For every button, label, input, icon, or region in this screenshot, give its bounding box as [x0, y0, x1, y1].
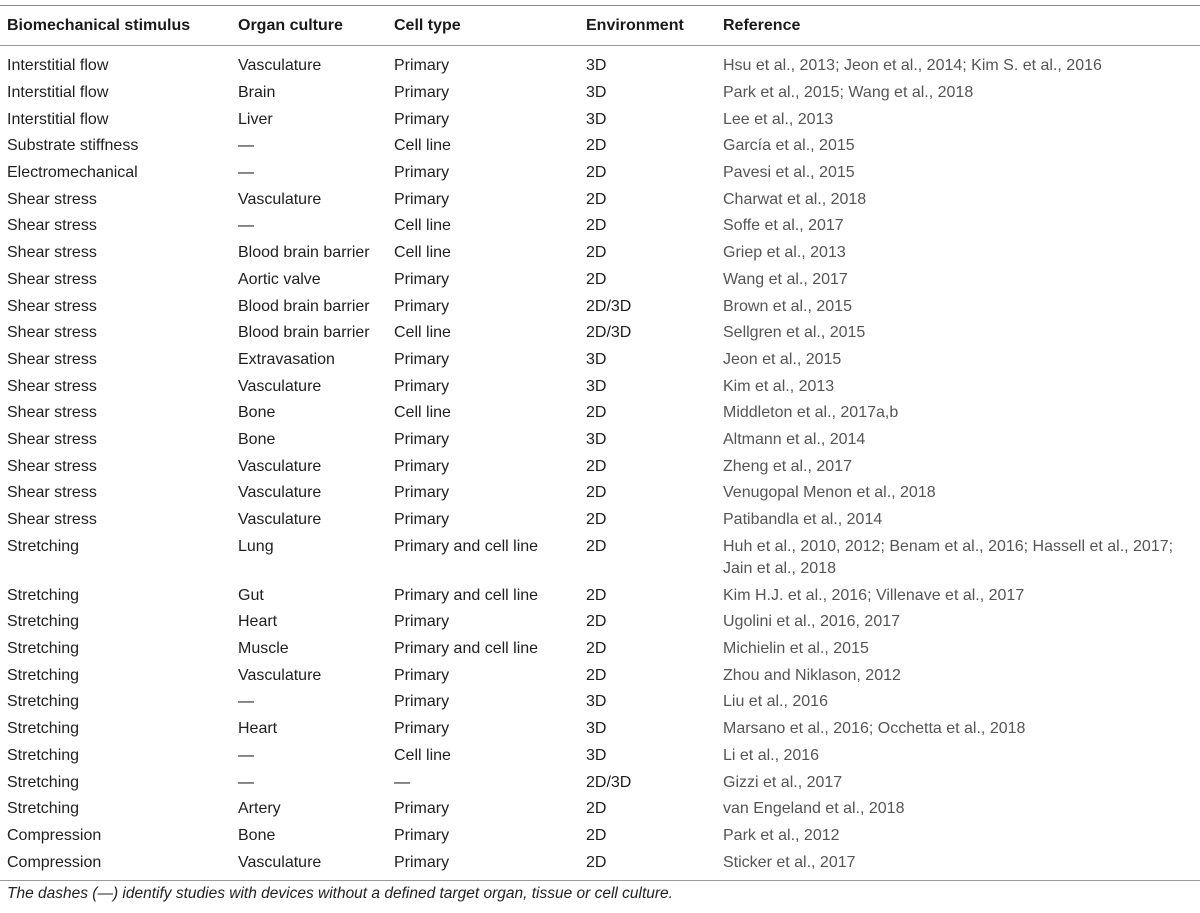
cell-environment: 3D	[586, 377, 607, 395]
cell-reference: Marsano et al., 2016; Occhetta et al., 2018	[723, 720, 1026, 738]
cell-reference: Huh et al., 2010, 2012; Benam et al., 2016; Hassell et al., 2017; Jain et al., 2018	[723, 537, 1174, 577]
table-row	[0, 398, 1200, 425]
table-row	[0, 794, 1200, 821]
cell-organ-culture: Liver	[238, 110, 273, 128]
cell-environment: 2D	[586, 270, 607, 288]
cell-cell-type: Primary	[394, 613, 450, 631]
cell-cell-type: Cell line	[394, 324, 451, 342]
cell-cell-type: Primary	[394, 430, 450, 448]
cell-reference: Charwat et al., 2018	[723, 190, 867, 208]
cell-stimulus: Stretching	[7, 720, 80, 738]
cell-reference: Sticker et al., 2017	[723, 853, 856, 871]
cell-organ-culture: Bone	[238, 404, 276, 422]
cell-stimulus: Stretching	[7, 537, 80, 555]
cell-reference: Venugopal Menon et al., 2018	[723, 484, 936, 502]
cell-cell-type: Primary	[394, 164, 450, 182]
cell-organ-culture: Blood brain barrier	[238, 324, 370, 342]
cell-stimulus: Shear stress	[7, 190, 97, 208]
cell-cell-type: Primary and cell line	[394, 586, 539, 604]
table-row	[0, 848, 1200, 875]
cell-organ-culture: Gut	[238, 586, 264, 604]
cell-reference: Soffe et al., 2017	[723, 217, 844, 235]
table-row	[0, 741, 1200, 768]
cell-reference: Li et al., 2016	[723, 746, 820, 764]
cell-environment: 3D	[586, 57, 607, 74]
cell-environment: 2D	[586, 404, 607, 422]
cell-environment: 2D	[586, 826, 607, 844]
cell-environment: 2D	[586, 800, 607, 818]
cell-stimulus: Stretching	[7, 693, 80, 711]
cell-reference: García et al., 2015	[723, 137, 855, 155]
cell-environment: 2D	[586, 613, 607, 631]
cell-reference: Zheng et al., 2017	[723, 457, 852, 475]
cell-reference: Michielin et al., 2015	[723, 640, 869, 658]
cell-environment: 2D	[586, 853, 607, 871]
cell-environment: 3D	[586, 693, 607, 711]
cell-cell-type: Cell line	[394, 244, 451, 262]
cell-cell-type: Cell line	[394, 217, 451, 235]
cell-reference: Sellgren et al., 2015	[723, 324, 866, 342]
cell-organ-culture: Heart	[238, 613, 278, 631]
cell-cell-type: Primary	[394, 110, 450, 128]
cell-organ-culture: Bone	[238, 826, 276, 844]
cell-stimulus: Electromechanical	[7, 164, 138, 182]
cell-organ-culture: Artery	[238, 800, 281, 818]
cell-organ-culture: Vasculature	[238, 666, 322, 684]
table-row	[0, 661, 1200, 688]
cell-cell-type: Primary	[394, 457, 450, 475]
cell-organ-culture: Muscle	[238, 640, 289, 658]
table-row	[0, 45, 1200, 78]
cell-reference: Hsu et al., 2013; Jeon et al., 2014; Kim S. et al., 2016	[723, 57, 1102, 74]
cell-stimulus: Interstitial flow	[7, 84, 109, 101]
table-row	[0, 345, 1200, 372]
cell-stimulus: Stretching	[7, 773, 80, 791]
cell-cell-type: Primary	[394, 853, 450, 871]
cell-organ-culture: Vasculature	[238, 853, 322, 871]
cell-stimulus: Shear stress	[7, 484, 97, 502]
cell-stimulus: Stretching	[7, 666, 80, 684]
cell-organ-culture: —	[238, 137, 254, 155]
cell-cell-type: Primary and cell line	[394, 537, 539, 555]
cell-stimulus: Compression	[7, 853, 102, 871]
cell-stimulus: Shear stress	[7, 430, 97, 448]
cell-organ-culture: Extravasation	[238, 350, 335, 368]
cell-environment: 2D	[586, 537, 607, 555]
cell-environment: 2D	[586, 484, 607, 502]
cell-environment: 2D	[586, 640, 607, 658]
cell-reference: Kim et al., 2013	[723, 377, 835, 395]
cell-cell-type: Primary	[394, 720, 450, 738]
data-table	[0, 6, 1200, 874]
table-row	[0, 607, 1200, 634]
table-row	[0, 768, 1200, 795]
cell-stimulus: Shear stress	[7, 350, 97, 368]
cell-stimulus: Stretching	[7, 613, 80, 631]
cell-stimulus: Stretching	[7, 586, 80, 604]
cell-organ-culture: Bone	[238, 430, 276, 448]
cell-stimulus: Shear stress	[7, 244, 97, 262]
cell-cell-type: Primary	[394, 693, 450, 711]
cell-environment: 2D	[586, 217, 607, 235]
table-row	[0, 372, 1200, 399]
table-body	[0, 45, 1200, 874]
cell-environment: 2D/3D	[586, 297, 632, 315]
cell-environment: 2D	[586, 457, 607, 475]
header-reference: Reference	[723, 16, 801, 34]
table-row	[0, 265, 1200, 292]
cell-environment: 2D	[586, 244, 607, 262]
cell-reference: Altmann et al., 2014	[723, 430, 866, 448]
cell-environment: 2D	[586, 164, 607, 182]
cell-reference: Patibandla et al., 2014	[723, 511, 883, 528]
cell-organ-culture: Blood brain barrier	[238, 244, 370, 262]
table-row	[0, 105, 1200, 132]
header-row	[0, 6, 1200, 45]
cell-environment: 2D/3D	[586, 773, 632, 791]
cell-stimulus: Substrate stiffness	[7, 137, 139, 155]
table-row	[0, 158, 1200, 185]
table-row	[0, 687, 1200, 714]
cell-cell-type: Primary	[394, 511, 450, 528]
cell-organ-culture: Vasculature	[238, 484, 322, 502]
cell-stimulus: Shear stress	[7, 217, 97, 235]
cell-stimulus: Shear stress	[7, 270, 97, 288]
cell-reference: Lee et al., 2013	[723, 110, 834, 128]
table-header	[0, 6, 1200, 45]
table-row	[0, 318, 1200, 345]
cell-reference: Middleton et al., 2017a,b	[723, 404, 899, 422]
table-row	[0, 478, 1200, 505]
cell-stimulus: Shear stress	[7, 377, 97, 395]
cell-environment: 3D	[586, 720, 607, 738]
cell-cell-type: Primary	[394, 190, 450, 208]
cell-reference: Wang et al., 2017	[723, 270, 848, 288]
table-row	[0, 425, 1200, 452]
table-row	[0, 238, 1200, 265]
cell-reference: Gizzi et al., 2017	[723, 773, 843, 791]
cell-reference: Liu et al., 2016	[723, 693, 828, 711]
cell-environment: 2D/3D	[586, 324, 632, 342]
cell-stimulus: Interstitial flow	[7, 110, 109, 128]
cell-cell-type: Cell line	[394, 746, 451, 764]
cell-environment: 3D	[586, 350, 607, 368]
cell-cell-type: Primary	[394, 350, 450, 368]
table-row	[0, 185, 1200, 212]
cell-cell-type: Primary	[394, 270, 450, 288]
cell-organ-culture: —	[238, 164, 254, 182]
table-row	[0, 211, 1200, 238]
table-row	[0, 821, 1200, 848]
cell-cell-type: Primary	[394, 57, 450, 74]
table-row	[0, 532, 1200, 581]
cell-reference: Park et al., 2015; Wang et al., 2018	[723, 84, 974, 101]
cell-organ-culture: Brain	[238, 84, 276, 101]
cell-organ-culture: Vasculature	[238, 457, 322, 475]
cell-environment: 3D	[586, 746, 607, 764]
cell-cell-type: Primary	[394, 377, 450, 395]
cell-reference: van Engeland et al., 2018	[723, 800, 905, 818]
cell-environment: 2D	[586, 190, 607, 208]
cell-organ-culture: Heart	[238, 720, 278, 738]
cell-cell-type: Primary	[394, 297, 450, 315]
cell-reference: Pavesi et al., 2015	[723, 164, 855, 182]
cell-stimulus: Compression	[7, 826, 102, 844]
cell-organ-culture: Aortic valve	[238, 270, 321, 288]
cell-cell-type: Primary	[394, 84, 450, 101]
cell-organ-culture: —	[238, 693, 254, 711]
table-bottom-rule	[0, 880, 1200, 881]
table-row	[0, 581, 1200, 608]
cell-organ-culture: —	[238, 217, 254, 235]
cell-stimulus: Shear stress	[7, 511, 97, 528]
cell-cell-type: Cell line	[394, 404, 451, 422]
cell-reference: Ugolini et al., 2016, 2017	[723, 613, 901, 631]
cell-reference: Jeon et al., 2015	[723, 350, 842, 368]
cell-organ-culture: Vasculature	[238, 511, 322, 528]
cell-stimulus: Shear stress	[7, 404, 97, 422]
header-cell-type: Cell type	[394, 16, 461, 34]
cell-environment: 2D	[586, 511, 607, 528]
cell-cell-type: Cell line	[394, 137, 451, 155]
cell-organ-culture: Vasculature	[238, 57, 322, 74]
cell-organ-culture: Blood brain barrier	[238, 297, 370, 315]
cell-stimulus: Shear stress	[7, 324, 97, 342]
cell-environment: 3D	[586, 430, 607, 448]
table-footnote: The dashes (—) identify studies with devices without a defined target organ, tissue or cell culture.	[7, 885, 673, 902]
cell-reference: Griep et al., 2013	[723, 244, 846, 262]
cell-stimulus: Stretching	[7, 640, 80, 658]
table-row	[0, 714, 1200, 741]
cell-cell-type: Primary	[394, 484, 450, 502]
cell-cell-type: Primary and cell line	[394, 640, 539, 658]
cell-reference: Brown et al., 2015	[723, 297, 852, 315]
cell-reference: Kim H.J. et al., 2016; Villenave et al., 2017	[723, 586, 1025, 604]
cell-stimulus: Shear stress	[7, 457, 97, 475]
cell-cell-type: Primary	[394, 666, 450, 684]
table-row	[0, 131, 1200, 158]
cell-organ-culture: Lung	[238, 537, 274, 555]
table-row	[0, 292, 1200, 319]
header-organ-culture: Organ culture	[238, 16, 343, 34]
header-environment: Environment	[586, 16, 684, 34]
cell-environment: 3D	[586, 110, 607, 128]
cell-reference: Zhou and Niklason, 2012	[723, 666, 901, 684]
cell-organ-culture: Vasculature	[238, 377, 322, 395]
cell-organ-culture: —	[238, 773, 254, 791]
table-row	[0, 634, 1200, 661]
cell-environment: 2D	[586, 137, 607, 155]
cell-stimulus: Stretching	[7, 746, 80, 764]
cell-cell-type: Primary	[394, 826, 450, 844]
cell-organ-culture: —	[238, 746, 254, 764]
cell-cell-type: Primary	[394, 800, 450, 818]
header-biomechanical-stimulus: Biomechanical stimulus	[7, 16, 191, 34]
cell-organ-culture: Vasculature	[238, 190, 322, 208]
cell-environment: 2D	[586, 586, 607, 604]
cell-stimulus: Stretching	[7, 800, 80, 818]
cell-stimulus: Shear stress	[7, 297, 97, 315]
table-row	[0, 452, 1200, 479]
cell-cell-type: —	[394, 773, 410, 791]
cell-stimulus: Interstitial flow	[7, 57, 109, 74]
cell-environment: 2D	[586, 666, 607, 684]
cell-reference: Park et al., 2012	[723, 826, 840, 844]
table-row	[0, 505, 1200, 532]
table-row	[0, 78, 1200, 105]
cell-environment: 3D	[586, 84, 607, 101]
